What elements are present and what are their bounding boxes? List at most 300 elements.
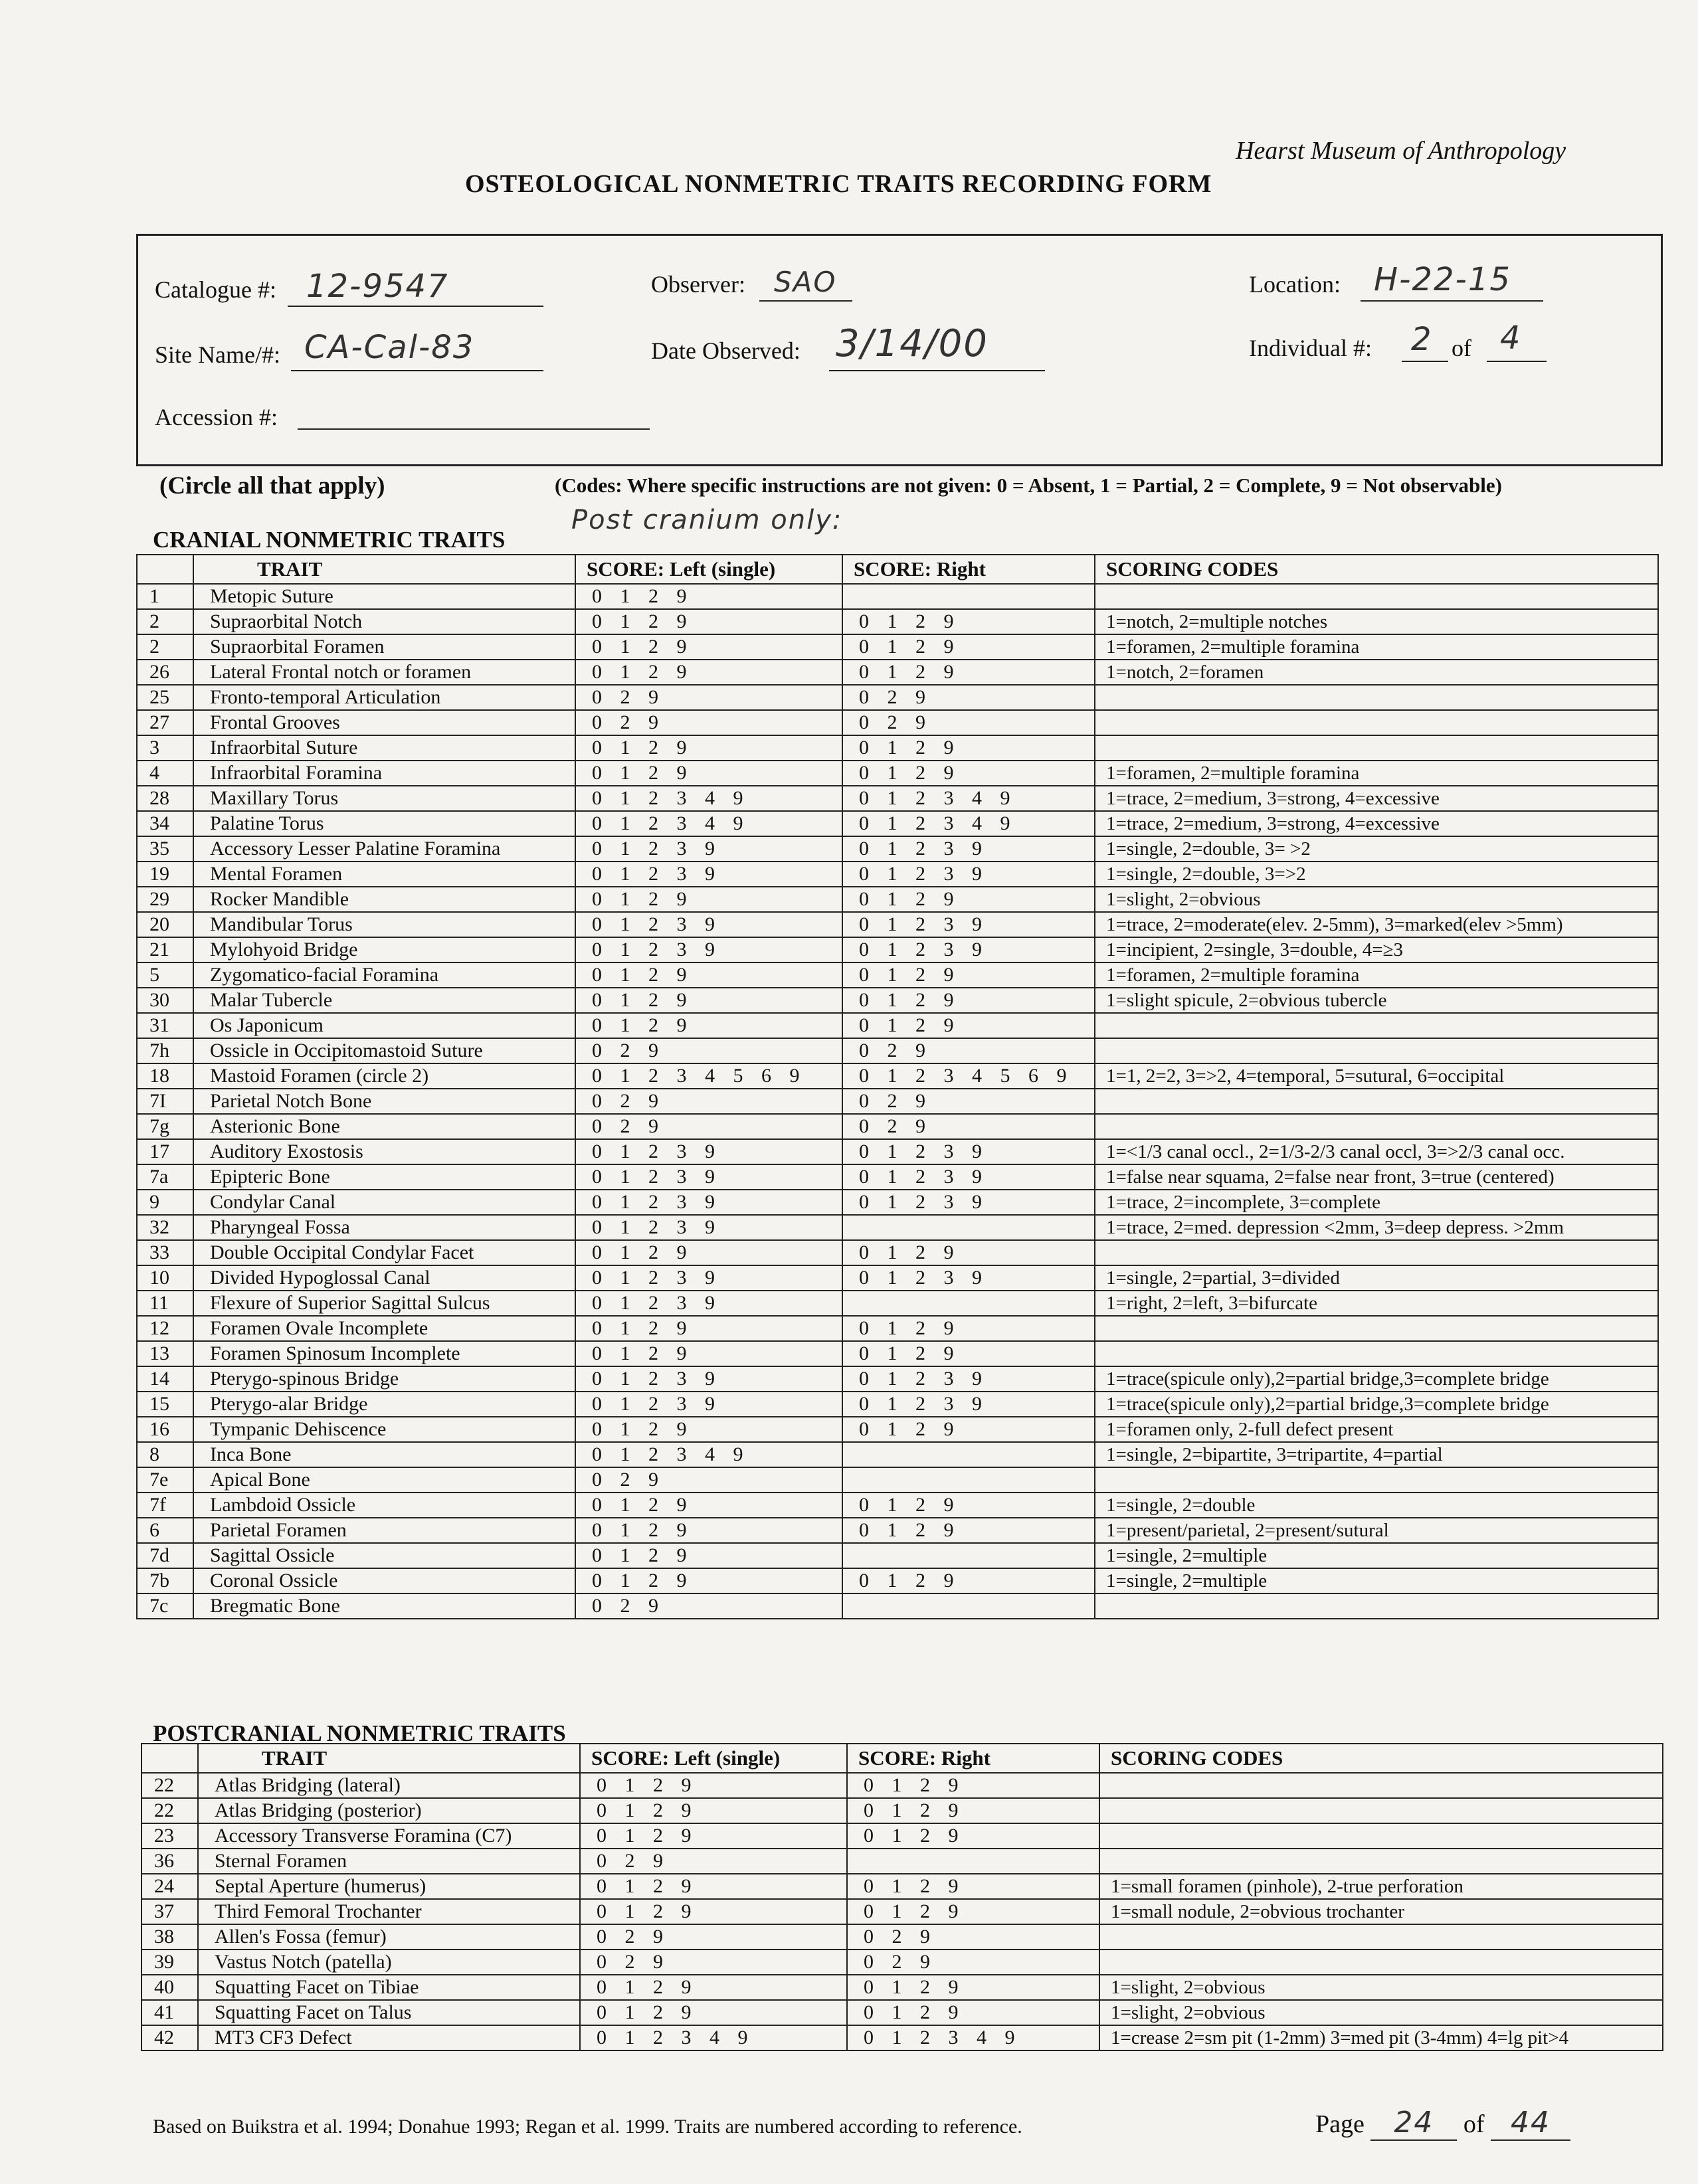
trait-number: 7a xyxy=(137,1164,193,1190)
score-right[interactable]: 0 1 2 9 xyxy=(847,2000,1099,2025)
reference-note: Based on Buikstra et al. 1994; Donahue 1993; Regan et al. 1999. Traits are numbered according to reference. xyxy=(153,2116,1022,2138)
score-left[interactable]: 0 1 2 3 9 xyxy=(575,1265,842,1291)
score-right[interactable]: 0 2 9 xyxy=(842,1089,1095,1114)
trait-name: Zygomatico-facial Foramina xyxy=(193,962,575,988)
trait-row xyxy=(142,1823,1663,1849)
location-label: Location: xyxy=(1249,271,1341,298)
trait-name: Allen's Fossa (femur) xyxy=(198,1924,580,1950)
trait-row xyxy=(142,1975,1663,2000)
score-left[interactable]: 0 2 9 xyxy=(575,710,842,735)
scoring-codes: 1=single, 2=bipartite, 3=tripartite, 4=partial xyxy=(1095,1442,1658,1467)
score-left[interactable]: 0 1 2 9 xyxy=(575,962,842,988)
trait-number: 19 xyxy=(137,862,193,887)
scoring-codes: 1=slight spicule, 2=obvious tubercle xyxy=(1095,988,1658,1013)
score-left[interactable]: 0 1 2 9 xyxy=(575,1493,842,1518)
trait-name: Rocker Mandible xyxy=(193,887,575,912)
scoring-codes xyxy=(1099,1823,1663,1849)
trait-number: 7g xyxy=(137,1114,193,1139)
trait-name: Sternal Foramen xyxy=(198,1849,580,1874)
score-right[interactable] xyxy=(842,584,1095,609)
scoring-codes xyxy=(1095,1467,1658,1493)
trait-row xyxy=(137,609,1658,634)
score-left[interactable]: 0 1 2 3 9 xyxy=(575,1392,842,1417)
scoring-codes: 1=slight, 2=obvious xyxy=(1099,1975,1663,2000)
trait-name: Double Occipital Condylar Facet xyxy=(193,1240,575,1265)
score-left[interactable]: 0 1 2 9 xyxy=(575,988,842,1013)
trait-name: Asterionic Bone xyxy=(193,1114,575,1139)
scoring-codes: 1=small foramen (pinhole), 2-true perforation xyxy=(1099,1874,1663,1899)
trait-number: 11 xyxy=(137,1291,193,1316)
header-number xyxy=(137,555,193,584)
score-left[interactable]: 0 1 2 9 xyxy=(580,1798,847,1823)
date-value: 3/14/00 xyxy=(836,322,989,365)
trait-row xyxy=(137,584,1658,609)
trait-name: Accessory Lesser Palatine Foramina xyxy=(193,836,575,862)
trait-row xyxy=(137,887,1658,912)
page-counter xyxy=(1315,2106,1570,2141)
trait-row xyxy=(137,685,1658,710)
score-right[interactable]: 0 1 2 9 xyxy=(847,1823,1099,1849)
scoring-codes xyxy=(1095,1316,1658,1341)
trait-name: Foramen Ovale Incomplete xyxy=(193,1316,575,1341)
trait-name: Metopic Suture xyxy=(193,584,575,609)
observer-field[interactable] xyxy=(759,266,852,302)
score-right[interactable]: 0 1 2 3 4 9 xyxy=(842,811,1095,836)
individual-label: Individual #: xyxy=(1249,335,1372,361)
page-of-label: of xyxy=(1463,2110,1485,2138)
trait-name: Divided Hypoglossal Canal xyxy=(193,1265,575,1291)
score-left[interactable]: 0 1 2 9 xyxy=(575,1543,842,1568)
trait-number: 2 xyxy=(137,609,193,634)
trait-name: Vastus Notch (patella) xyxy=(198,1950,580,1975)
trait-number: 7h xyxy=(137,1038,193,1063)
score-left[interactable]: 0 2 9 xyxy=(575,1114,842,1139)
score-left[interactable]: 0 1 2 3 9 xyxy=(575,836,842,862)
trait-row xyxy=(142,1849,1663,1874)
score-left[interactable]: 0 1 2 9 xyxy=(575,584,842,609)
page-total-field[interactable] xyxy=(1491,2106,1570,2141)
score-right[interactable]: 0 1 2 9 xyxy=(847,1773,1099,1798)
score-left[interactable]: 0 2 9 xyxy=(575,1467,842,1493)
trait-number: 32 xyxy=(137,1215,193,1240)
scoring-codes: 1=single, 2=multiple xyxy=(1095,1543,1658,1568)
scoring-codes xyxy=(1095,584,1658,609)
trait-row xyxy=(137,1366,1658,1392)
score-right[interactable]: 0 2 9 xyxy=(847,1924,1099,1950)
score-left[interactable]: 0 1 2 9 xyxy=(575,634,842,660)
scoring-codes: 1=trace, 2=medium, 3=strong, 4=excessive xyxy=(1095,811,1658,836)
trait-number: 7e xyxy=(137,1467,193,1493)
scoring-codes xyxy=(1099,1924,1663,1950)
score-left[interactable]: 0 1 2 3 4 9 xyxy=(575,1442,842,1467)
score-left[interactable]: 0 1 2 3 4 9 xyxy=(575,786,842,811)
catalogue-field[interactable] xyxy=(288,269,543,307)
trait-row xyxy=(142,1874,1663,1899)
trait-row xyxy=(137,1316,1658,1341)
trait-row xyxy=(137,1417,1658,1442)
trait-number: 38 xyxy=(142,1924,198,1950)
trait-number: 26 xyxy=(137,660,193,685)
site-field[interactable] xyxy=(291,329,543,371)
score-right[interactable]: 0 1 2 9 xyxy=(847,1798,1099,1823)
trait-number: 7I xyxy=(137,1089,193,1114)
trait-name: Os Japonicum xyxy=(193,1013,575,1038)
score-left[interactable]: 0 2 9 xyxy=(575,1089,842,1114)
header-score-right: SCORE: Right xyxy=(842,555,1095,584)
score-right[interactable]: 0 1 2 3 9 xyxy=(842,1139,1095,1164)
trait-row xyxy=(137,1240,1658,1265)
scoring-codes: 1=right, 2=left, 3=bifurcate xyxy=(1095,1291,1658,1316)
score-right[interactable]: 0 2 9 xyxy=(842,685,1095,710)
scoring-codes xyxy=(1095,710,1658,735)
scoring-codes: 1=false near squama, 2=false near front, 3=true (centered) xyxy=(1095,1164,1658,1190)
trait-number: 37 xyxy=(142,1899,198,1924)
score-left[interactable]: 0 1 2 3 9 xyxy=(575,1366,842,1392)
score-right[interactable]: 0 1 2 9 xyxy=(842,1341,1095,1366)
trait-row xyxy=(137,1114,1658,1139)
trait-number: 21 xyxy=(137,937,193,962)
accession-label: Accession #: xyxy=(155,404,278,430)
trait-number: 15 xyxy=(137,1392,193,1417)
trait-name: Pterygo-spinous Bridge xyxy=(193,1366,575,1392)
score-left[interactable]: 0 2 9 xyxy=(580,1950,847,1975)
trait-name: Pharyngeal Fossa xyxy=(193,1215,575,1240)
trait-number: 3 xyxy=(137,735,193,761)
score-left[interactable]: 0 1 2 9 xyxy=(575,887,842,912)
catalogue-label: Catalogue #: xyxy=(155,276,276,303)
score-left[interactable]: 0 1 2 3 9 xyxy=(575,1139,842,1164)
scoring-codes: 1=slight, 2=obvious xyxy=(1095,887,1658,912)
trait-number: 20 xyxy=(137,912,193,937)
trait-number: 22 xyxy=(142,1773,198,1798)
scoring-codes: 1=present/parietal, 2=present/sutural xyxy=(1095,1518,1658,1543)
score-left[interactable]: 0 1 2 3 4 5 6 9 xyxy=(575,1063,842,1089)
trait-row xyxy=(137,1467,1658,1493)
cranial-header-row xyxy=(137,555,1658,584)
header-score-left: SCORE: Left (single) xyxy=(580,1744,847,1773)
score-right[interactable] xyxy=(842,1291,1095,1316)
score-left[interactable]: 0 2 9 xyxy=(575,685,842,710)
scoring-codes xyxy=(1099,1773,1663,1798)
score-left[interactable]: 0 1 2 9 xyxy=(580,1773,847,1798)
score-right[interactable]: 0 1 2 9 xyxy=(842,1417,1095,1442)
trait-number: 12 xyxy=(137,1316,193,1341)
scoring-codes xyxy=(1095,1013,1658,1038)
score-right[interactable] xyxy=(842,1467,1095,1493)
trait-row xyxy=(137,1291,1658,1316)
trait-row xyxy=(137,1392,1658,1417)
scoring-codes: 1=trace, 2=med. depression <2mm, 3=deep depress. >2mm xyxy=(1095,1215,1658,1240)
date-field[interactable] xyxy=(829,322,1045,371)
scoring-codes xyxy=(1099,1798,1663,1823)
trait-number: 2 xyxy=(137,634,193,660)
record-info-box xyxy=(136,234,1663,466)
trait-name: Coronal Ossicle xyxy=(193,1568,575,1593)
score-right[interactable]: 0 1 2 9 xyxy=(842,1518,1095,1543)
trait-row xyxy=(142,1950,1663,1975)
site-value: CA-Cal-83 xyxy=(304,329,475,366)
score-left[interactable]: 0 2 9 xyxy=(575,1593,842,1619)
score-right[interactable]: 0 1 2 9 xyxy=(842,1013,1095,1038)
trait-name: Sagittal Ossicle xyxy=(193,1543,575,1568)
score-right[interactable]: 0 1 2 9 xyxy=(842,660,1095,685)
trait-number: 13 xyxy=(137,1341,193,1366)
score-left[interactable]: 0 1 2 9 xyxy=(575,609,842,634)
score-left[interactable]: 0 1 2 9 xyxy=(575,735,842,761)
score-right[interactable]: 0 1 2 9 xyxy=(842,1316,1095,1341)
observer-value: SAO xyxy=(774,266,837,298)
trait-number: 1 xyxy=(137,584,193,609)
museum-name: Hearst Museum of Anthropology xyxy=(1236,137,1566,165)
trait-name: Infraorbital Suture xyxy=(193,735,575,761)
trait-name: Third Femoral Trochanter xyxy=(198,1899,580,1924)
trait-row xyxy=(137,1518,1658,1543)
score-right[interactable]: 0 1 2 3 9 xyxy=(842,1164,1095,1190)
score-left[interactable]: 0 1 2 3 4 9 xyxy=(580,2025,847,2050)
trait-number: 14 xyxy=(137,1366,193,1392)
score-left[interactable]: 0 1 2 3 4 9 xyxy=(575,811,842,836)
score-right[interactable]: 0 1 2 9 xyxy=(842,634,1095,660)
scoring-codes: 1=single, 2=multiple xyxy=(1095,1568,1658,1593)
trait-name: Mental Foramen xyxy=(193,862,575,887)
trait-name: Atlas Bridging (lateral) xyxy=(198,1773,580,1798)
scoring-codes: 1=foramen, 2=multiple foramina xyxy=(1095,962,1658,988)
trait-number: 6 xyxy=(137,1518,193,1543)
trait-number: 34 xyxy=(137,811,193,836)
score-right[interactable]: 0 1 2 9 xyxy=(842,988,1095,1013)
trait-row xyxy=(137,1341,1658,1366)
score-left[interactable]: 0 1 2 9 xyxy=(580,1975,847,2000)
trait-row xyxy=(142,1773,1663,1798)
trait-row xyxy=(142,2025,1663,2050)
scoring-codes: 1=foramen, 2=multiple foramina xyxy=(1095,634,1658,660)
trait-row xyxy=(137,1593,1658,1619)
score-left[interactable]: 0 1 2 3 9 xyxy=(575,1215,842,1240)
score-right[interactable]: 0 1 2 9 xyxy=(842,761,1095,786)
score-left[interactable]: 0 1 2 9 xyxy=(575,1240,842,1265)
date-label: Date Observed: xyxy=(651,337,801,364)
trait-name: Apical Bone xyxy=(193,1467,575,1493)
score-right[interactable]: 0 1 2 9 xyxy=(847,1899,1099,1924)
score-right[interactable]: 0 1 2 3 4 5 6 9 xyxy=(842,1063,1095,1089)
score-right[interactable] xyxy=(842,1442,1095,1467)
score-right[interactable]: 0 1 2 3 4 9 xyxy=(847,2025,1099,2050)
trait-name: Squatting Facet on Talus xyxy=(198,2000,580,2025)
header-trait: TRAIT xyxy=(198,1744,580,1773)
scoring-codes xyxy=(1095,1593,1658,1619)
trait-number: 27 xyxy=(137,710,193,735)
trait-name: MT3 CF3 Defect xyxy=(198,2025,580,2050)
scoring-codes: 1=trace, 2=incomplete, 3=complete xyxy=(1095,1190,1658,1215)
trait-name: Epipteric Bone xyxy=(193,1164,575,1190)
page-label: Page xyxy=(1315,2110,1365,2138)
trait-name: Auditory Exostosis xyxy=(193,1139,575,1164)
trait-row xyxy=(137,1089,1658,1114)
trait-name: Inca Bone xyxy=(193,1442,575,1467)
trait-name: Accessory Transverse Foramina (C7) xyxy=(198,1823,580,1849)
trait-number: 25 xyxy=(137,685,193,710)
score-right[interactable]: 0 1 2 9 xyxy=(842,962,1095,988)
trait-row xyxy=(137,1543,1658,1568)
trait-row xyxy=(137,735,1658,761)
individual-total-field[interactable] xyxy=(1487,319,1547,362)
postcranial-traits-table xyxy=(141,1743,1663,2051)
score-left[interactable]: 0 1 2 3 9 xyxy=(575,937,842,962)
score-right[interactable]: 0 1 2 9 xyxy=(842,609,1095,634)
score-right[interactable]: 0 1 2 9 xyxy=(842,1240,1095,1265)
page-number-field[interactable] xyxy=(1370,2106,1457,2141)
scoring-codes: 1=trace, 2=medium, 3=strong, 4=excessive xyxy=(1095,786,1658,811)
trait-row xyxy=(137,1568,1658,1593)
cranial-traits-table xyxy=(136,554,1659,1619)
score-right[interactable]: 0 1 2 3 9 xyxy=(842,937,1095,962)
trait-row xyxy=(137,761,1658,786)
form-title: OSTEOLOGICAL NONMETRIC TRAITS RECORDING FORM xyxy=(465,170,1212,198)
trait-name: Supraorbital Foramen xyxy=(193,634,575,660)
score-left[interactable]: 0 1 2 3 9 xyxy=(575,862,842,887)
scoring-codes: 1=crease 2=sm pit (1-2mm) 3=med pit (3-4mm) 4=lg pit>4 xyxy=(1099,2025,1663,2050)
trait-number: 18 xyxy=(137,1063,193,1089)
trait-row xyxy=(137,1215,1658,1240)
scoring-codes: 1=1, 2=2, 3=>2, 4=temporal, 5=sutural, 6=occipital xyxy=(1095,1063,1658,1089)
header-trait: TRAIT xyxy=(193,555,575,584)
score-left[interactable]: 0 1 2 3 9 xyxy=(575,912,842,937)
score-left[interactable]: 0 1 2 3 9 xyxy=(575,1164,842,1190)
postcranial-section-title: POSTCRANIAL NONMETRIC TRAITS xyxy=(153,1720,566,1746)
trait-number: 7d xyxy=(137,1543,193,1568)
score-right[interactable]: 0 2 9 xyxy=(842,1038,1095,1063)
trait-row xyxy=(137,1265,1658,1291)
score-right[interactable]: 0 1 2 9 xyxy=(842,735,1095,761)
location-value: H-22-15 xyxy=(1374,261,1511,298)
score-left[interactable]: 0 1 2 9 xyxy=(575,1417,842,1442)
score-right[interactable] xyxy=(842,1215,1095,1240)
scoring-codes: 1=notch, 2=multiple notches xyxy=(1095,609,1658,634)
score-left[interactable]: 0 1 2 3 9 xyxy=(575,1190,842,1215)
score-right[interactable]: 0 1 2 3 9 xyxy=(842,912,1095,937)
trait-number: 36 xyxy=(142,1849,198,1874)
trait-number: 39 xyxy=(142,1950,198,1975)
score-right[interactable]: 0 1 2 9 xyxy=(842,1568,1095,1593)
trait-name: Mastoid Foramen (circle 2) xyxy=(193,1063,575,1089)
score-right[interactable]: 0 1 2 9 xyxy=(847,1874,1099,1899)
trait-row xyxy=(137,862,1658,887)
trait-name: Tympanic Dehiscence xyxy=(193,1417,575,1442)
trait-number: 7b xyxy=(137,1568,193,1593)
score-right[interactable]: 0 1 2 3 9 xyxy=(842,836,1095,862)
location-field[interactable] xyxy=(1361,261,1543,302)
trait-row xyxy=(137,1493,1658,1518)
score-left[interactable]: 0 2 9 xyxy=(575,1038,842,1063)
trait-number: 31 xyxy=(137,1013,193,1038)
score-right[interactable]: 0 1 2 3 4 9 xyxy=(842,786,1095,811)
trait-row xyxy=(137,634,1658,660)
score-left[interactable]: 0 1 2 9 xyxy=(575,1568,842,1593)
score-left[interactable]: 0 1 2 9 xyxy=(575,1518,842,1543)
trait-name: Maxillary Torus xyxy=(193,786,575,811)
score-left[interactable]: 0 1 2 9 xyxy=(580,1899,847,1924)
score-left[interactable]: 0 1 2 9 xyxy=(575,761,842,786)
score-left[interactable]: 0 1 2 9 xyxy=(580,1874,847,1899)
score-left[interactable]: 0 1 2 9 xyxy=(580,1823,847,1849)
scoring-codes xyxy=(1095,1089,1658,1114)
catalogue-value: 12-9547 xyxy=(306,268,449,305)
trait-number: 8 xyxy=(137,1442,193,1467)
trait-row xyxy=(137,836,1658,862)
scoring-codes: 1=single, 2=double xyxy=(1095,1493,1658,1518)
trait-row xyxy=(137,811,1658,836)
scoring-codes xyxy=(1099,1950,1663,1975)
score-right[interactable]: 0 2 9 xyxy=(842,710,1095,735)
score-right[interactable]: 0 2 9 xyxy=(842,1114,1095,1139)
score-left[interactable]: 0 1 2 3 9 xyxy=(575,1291,842,1316)
individual-number-field[interactable] xyxy=(1402,322,1448,362)
score-left[interactable]: 0 1 2 9 xyxy=(575,1316,842,1341)
score-left[interactable]: 0 1 2 9 xyxy=(575,1341,842,1366)
trait-number: 4 xyxy=(137,761,193,786)
trait-row xyxy=(142,2000,1663,2025)
score-right[interactable]: 0 1 2 3 9 xyxy=(842,862,1095,887)
score-right[interactable]: 0 1 2 3 9 xyxy=(842,1265,1095,1291)
scoring-codes: 1=single, 2=double, 3=>2 xyxy=(1095,862,1658,887)
trait-row xyxy=(137,937,1658,962)
trait-row xyxy=(137,962,1658,988)
trait-name: Lambdoid Ossicle xyxy=(193,1493,575,1518)
trait-row xyxy=(137,1164,1658,1190)
score-right[interactable]: 0 1 2 3 9 xyxy=(842,1366,1095,1392)
score-right[interactable]: 0 1 2 9 xyxy=(847,1975,1099,2000)
score-left[interactable]: 0 1 2 9 xyxy=(575,1013,842,1038)
score-right[interactable]: 0 1 2 3 9 xyxy=(842,1392,1095,1417)
score-right[interactable] xyxy=(847,1849,1099,1874)
trait-number: 35 xyxy=(137,836,193,862)
trait-row xyxy=(137,1013,1658,1038)
scoring-codes: 1=small nodule, 2=obvious trochanter xyxy=(1099,1899,1663,1924)
post-cranium-note: Post cranium only: xyxy=(571,505,843,535)
score-right[interactable] xyxy=(842,1593,1095,1619)
trait-name: Frontal Grooves xyxy=(193,710,575,735)
scoring-codes: 1=incipient, 2=single, 3=double, 4=≥3 xyxy=(1095,937,1658,962)
score-right[interactable]: 0 1 2 3 9 xyxy=(842,1190,1095,1215)
trait-name: Infraorbital Foramina xyxy=(193,761,575,786)
score-left[interactable]: 0 1 2 9 xyxy=(580,2000,847,2025)
header-scoring-codes: SCORING CODES xyxy=(1095,555,1658,584)
trait-name: Foramen Spinosum Incomplete xyxy=(193,1341,575,1366)
score-left[interactable]: 0 1 2 9 xyxy=(575,660,842,685)
scoring-codes: 1=<1/3 canal occl., 2=1/3-2/3 canal occl, 3=>2/3 canal occ. xyxy=(1095,1139,1658,1164)
score-left[interactable]: 0 2 9 xyxy=(580,1924,847,1950)
trait-number: 9 xyxy=(137,1190,193,1215)
trait-row xyxy=(137,1063,1658,1089)
accession-field[interactable] xyxy=(298,395,650,430)
trait-name: Fronto-temporal Articulation xyxy=(193,685,575,710)
trait-number: 7f xyxy=(137,1493,193,1518)
scoring-codes xyxy=(1095,685,1658,710)
trait-number: 10 xyxy=(137,1265,193,1291)
trait-number: 30 xyxy=(137,988,193,1013)
score-right[interactable]: 0 1 2 9 xyxy=(842,1493,1095,1518)
score-right[interactable] xyxy=(842,1543,1095,1568)
trait-name: Palatine Torus xyxy=(193,811,575,836)
trait-name: Pterygo-alar Bridge xyxy=(193,1392,575,1417)
score-right[interactable]: 0 2 9 xyxy=(847,1950,1099,1975)
postcranial-header-row xyxy=(142,1744,1663,1773)
trait-row xyxy=(142,1924,1663,1950)
trait-name: Atlas Bridging (posterior) xyxy=(198,1798,580,1823)
score-right[interactable]: 0 1 2 9 xyxy=(842,887,1095,912)
scoring-codes: 1=slight, 2=obvious xyxy=(1099,2000,1663,2025)
score-left[interactable]: 0 2 9 xyxy=(580,1849,847,1874)
